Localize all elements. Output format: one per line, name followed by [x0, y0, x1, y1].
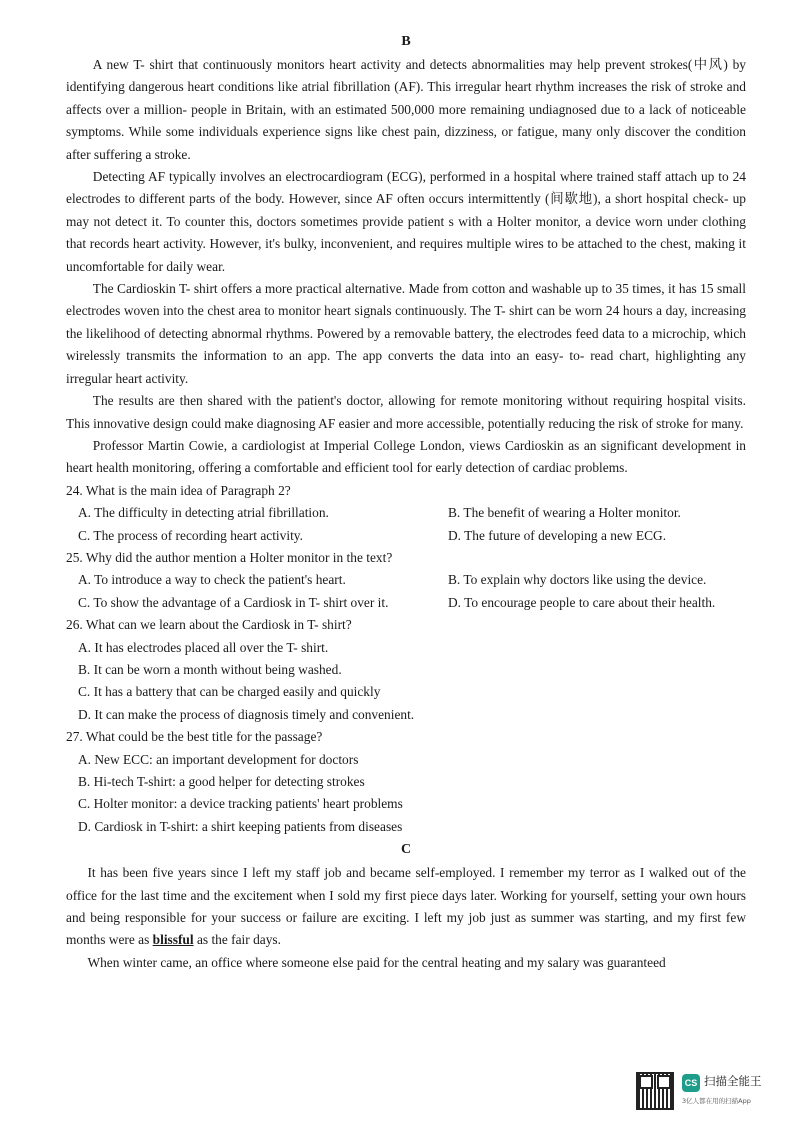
- question-27-stem: 27. What could be the best title for the passage?: [66, 729, 323, 745]
- exam-page: [66, 30, 746, 974]
- question-25-stem: 25. Why did the author mention a Holter monitor in the text?: [66, 549, 393, 565]
- passage-b-paragraph-5: Professor Martin Cowie, a cardiologist at Imperial College London, views Cardioskin as an significant development in heart health monitoring, offering a comfortable and efficient tool for early detection of cardiac problems.: [66, 437, 746, 476]
- scanner-tagline: 3亿人都在用的扫描App: [682, 1097, 751, 1105]
- question-25-option-c: C. To show the advantage of a Cardiosk in T- shirt over it.: [78, 594, 389, 610]
- qr-code-icon: [636, 1072, 674, 1110]
- question-24-options: [66, 502, 746, 547]
- passage-b-paragraph-3: The Cardioskin T- shirt offers a more practical alternative. Made from cotton and washable up to 35 times, it has 15 small electrodes woven into the chest area to monitor heart signals continuously. The T- shirt can be worn 24 hours a day, increasing the likelihood of detecting abnormal rhythms. Powered by a removable battery, the electrodes feed data to a microchip, which wirelessly transmits the information to an app. The app converts the data into an easy- to- read chart, highlighting any irregular heart activity.: [66, 281, 746, 386]
- question-24-option-c: C. The process of recording heart activity.: [78, 527, 303, 543]
- question-26-option-a: A. It has electrodes placed all over the T- shirt.: [78, 639, 329, 655]
- question-25-option-d: D. To encourage people to care about their health.: [448, 594, 716, 610]
- question-27-option-d: D. Cardiosk in T-shirt: a shirt keeping patients from diseases: [78, 818, 403, 834]
- passage-c-paragraph-1-end: as the fair days.: [193, 932, 281, 948]
- passage-b-paragraph-2: Detecting AF typically involves an electrocardiogram (ECG), performed in a hospital where trained staff attach up to 24 electrodes to different parts of the body. However, since AF often occurs intermittently (间歇地), a short hospital check- up may not detect it. To counter this, doctors sometimes provide patient s with a Holter monitor, a device worn under clothing that records heart activity. However, it's bulky, inconvenient, and requires multiple wires to be attached to the chest, making it uncomfortable for daily wear.: [66, 169, 746, 274]
- passage-b-paragraph-1: A new T- shirt that continuously monitors heart activity and detects abnormalities may help prevent strokes(中风) by identifying dangerous heart conditions like atrial fibrillation (AF). This irregular heart rhythm increases the risk of stroke and affects over a million- people in Britain, with an estimated 500,000 more remaining undiagnosed due to a lack of noticeable symptoms. While some individuals experience signs like chest pain, dizziness, or fatigue, many only discover the condition after suffering a stroke.: [66, 57, 746, 162]
- passage-c-paragraph-2: When winter came, an office where someone else paid for the central heating and my salary was guaranteed: [87, 954, 666, 970]
- section-b-heading: B: [401, 34, 411, 49]
- question-27-options: [66, 749, 746, 839]
- question-26-stem: 26. What can we learn about the Cardiosk in T- shirt?: [66, 617, 352, 633]
- question-26-option-d: D. It can make the process of diagnosis timely and convenient.: [78, 706, 415, 722]
- question-27-option-b: B. Hi-tech T-shirt: a good helper for detecting strokes: [78, 774, 365, 789]
- camscanner-logo-icon: CS: [682, 1074, 700, 1092]
- section-c-heading: C: [400, 842, 412, 858]
- question-26-options: [66, 637, 746, 727]
- question-27-option-c: C. Holter monitor: a device tracking patients' heart problems: [78, 796, 403, 812]
- passage-c-paragraph-1-start: It has been five years since I left my staff job and became self-employed. I remember my terror as I walked out of the office for the last time and the excitement when I sold my first piece days later. Working for yourself, setting your own hours and being responsible for your success or failure are exciting. I left my job just as summer was starting, and my first few months were as: [66, 865, 746, 948]
- passage-b-paragraph-4: The results are then shared with the patient's doctor, allowing for remote monitoring without requiring hospital visits. This innovative design could make diagnosing AF easier and more accessible, potentially reducing the risk of stroke for many.: [66, 393, 746, 431]
- passage-c-paragraph-1: [66, 862, 746, 952]
- question-25-option-b: B. To explain why doctors like using the device.: [448, 572, 707, 588]
- question-27-option-a: A. New ECC: an important development for doctors: [78, 751, 359, 767]
- question-26-option-b: B. It can be worn a month without being washed.: [78, 661, 342, 677]
- question-24-option-a: A. The difficulty in detecting atrial fibrillation.: [78, 505, 329, 521]
- question-25-options: [66, 569, 746, 614]
- question-25-option-a: A. To introduce a way to check the patient's heart.: [78, 572, 346, 588]
- scanner-app-name: 扫描全能王: [704, 1074, 762, 1088]
- question-26-option-c: C. It has a battery that can be charged easily and quickly: [78, 684, 381, 700]
- question-24-option-d: D. The future of developing a new ECG.: [448, 527, 667, 543]
- keyword-blissful: blissful: [152, 932, 194, 948]
- scanner-watermark: [636, 1072, 786, 1112]
- question-24-option-b: B. The benefit of wearing a Holter monitor.: [448, 505, 681, 521]
- question-24-stem: 24. What is the main idea of Paragraph 2?: [66, 482, 291, 498]
